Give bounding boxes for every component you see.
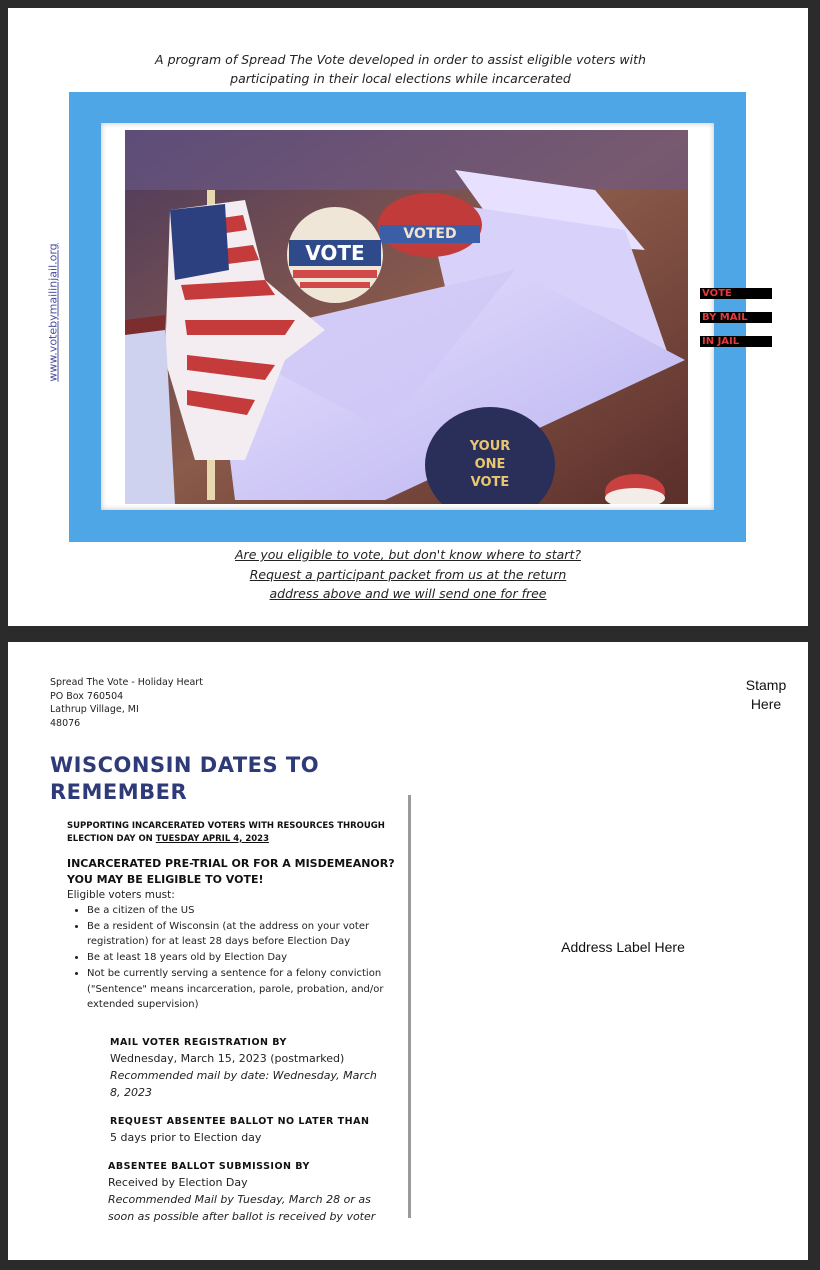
section-text: Received by Election Day	[108, 1176, 248, 1189]
section-heading: ABSENTEE BALLOT SUBMISSION BY	[108, 1161, 310, 1172]
mail-registration-section	[110, 1036, 390, 1101]
list-item: • Be a resident of Wisconsin (at the address on your voter registration) for at least 28 days before Election Day	[87, 919, 387, 950]
section-note: Recommended Mail by Tuesday, March 28 or as soon as possible after ballot is received by voter	[108, 1193, 376, 1223]
support-text	[67, 820, 397, 845]
eligibility-heading: INCARCERATED PRE-TRIAL OR FOR A MISDEMEANOR? YOU MAY BE ELIGIBLE TO VOTE!	[67, 857, 395, 886]
badge-in-jail: IN JAIL	[700, 336, 772, 347]
return-address-line: 48076	[50, 717, 81, 729]
postcard-back	[8, 642, 808, 1260]
eligible-intro: Eligible voters must:	[67, 889, 175, 901]
stamp-line: Here	[750, 696, 782, 712]
voting-illustration	[125, 130, 688, 504]
support-text-body: SUPPORTING INCARCERATED VOTERS WITH RESOURCES THROUGH ELECTION DAY ON	[67, 821, 385, 844]
svg-text:ONE: ONE	[474, 457, 506, 472]
list-item: • Not be currently serving a sentence for a felony conviction ("Sentence" means incarceration, parole, probation, and/or extended supervision)	[87, 966, 387, 1013]
return-address	[50, 676, 203, 730]
column-divider	[408, 795, 411, 1218]
svg-text:VOTED: VOTED	[403, 226, 457, 242]
section-heading: MAIL VOTER REGISTRATION BY	[110, 1037, 287, 1048]
badge-vote: VOTE	[700, 288, 772, 299]
return-address-line: Lathrup Village, MI	[50, 704, 139, 715]
section-text: Wednesday, March 15, 2023 (postmarked)	[110, 1052, 345, 1065]
call-to-action	[188, 545, 628, 604]
section-heading: REQUEST ABSENTEE BALLOT NO LATER THAN	[110, 1116, 370, 1127]
cta-line-2: Request a participant packet from us at the return	[249, 566, 567, 582]
intro-text: A program of Spread The Vote developed in order to assist eligible voters with participating in their local elections while incarcerated	[155, 52, 646, 86]
section-text: 5 days prior to Election day	[110, 1131, 262, 1144]
photo-frame	[69, 92, 746, 542]
badge-by-mail: BY MAIL	[700, 312, 772, 323]
absentee-request-section	[110, 1115, 390, 1146]
list-item: • Be a citizen of the US	[87, 903, 387, 919]
cta-line-1: Are you eligible to vote, but don't know where to start?	[235, 547, 581, 562]
address-label-placeholder: Address Label Here	[561, 939, 685, 955]
voting-photo	[125, 130, 688, 504]
stamp-placeholder	[736, 676, 796, 714]
return-address-line: Spread The Vote - Holiday Heart	[50, 677, 203, 688]
stamp-line: Stamp	[745, 677, 787, 693]
cta-line-3: address above and we will send one for free	[269, 586, 547, 601]
postcard-front	[8, 8, 808, 626]
return-address-line: PO Box 760504	[50, 690, 124, 702]
list-item: • Be at least 18 years old by Election Day	[87, 950, 387, 966]
absentee-submission-section	[108, 1160, 388, 1225]
election-date: TUESDAY APRIL 4, 2023	[155, 833, 269, 844]
svg-text:VOTE: VOTE	[470, 475, 510, 490]
photo-mat	[101, 123, 714, 510]
requirements-list	[67, 903, 387, 1013]
svg-text:YOUR: YOUR	[469, 439, 511, 454]
section-note: Recommended mail by date: Wednesday, March 8, 2023	[110, 1069, 377, 1099]
page-title: WISCONSIN DATES TO REMEMBER	[50, 753, 320, 804]
website-url-text: www.votebymailinjail.org	[46, 243, 60, 382]
svg-text:VOTE: VOTE	[305, 241, 365, 265]
website-link[interactable]	[43, 243, 63, 386]
